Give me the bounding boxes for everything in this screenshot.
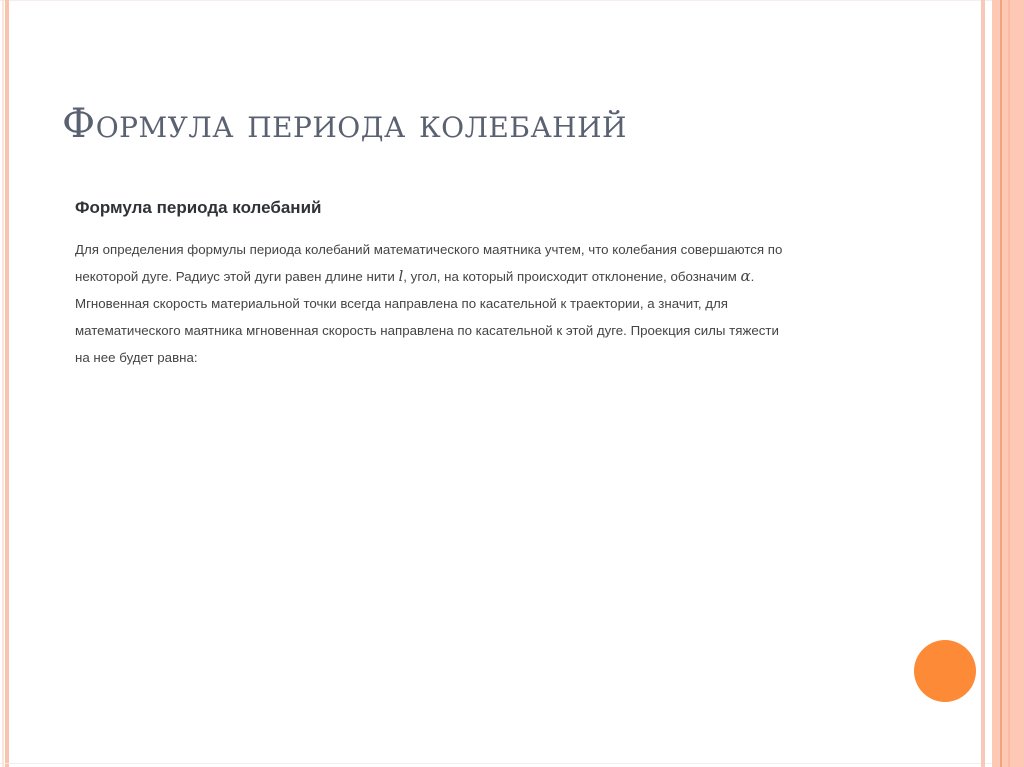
text-segment: . — [750, 269, 755, 284]
paragraph-line: Для определения формулы периода колебаний математического маятника учтем, что колебания совершаются по — [75, 242, 783, 257]
paragraph-line — [75, 263, 905, 290]
top-border — [0, 0, 1024, 1]
article-heading: Формула периода колебаний — [75, 198, 322, 217]
left-decor-bar — [5, 0, 9, 767]
text-segment: некоторой дуге. Радиус этой дуги равен длине нити — [75, 269, 399, 284]
embedded-article — [75, 198, 905, 371]
right-decor-stripe — [981, 0, 985, 767]
left-decor-faint-bar — [2, 0, 4, 767]
bottom-border — [0, 763, 1024, 764]
math-symbol-l: l — [398, 267, 404, 285]
paragraph-line: на нее будет равна: — [75, 350, 198, 365]
paragraph-line: Мгновенная скорость материальной точки всегда направлена по касательной к траектории, а значит, для — [75, 296, 728, 311]
article-paragraph — [75, 236, 905, 371]
right-decor-stripe — [1008, 0, 1010, 767]
slide-title: Формула периода колебаний — [62, 101, 627, 147]
paragraph-line: математического маятника мгновенная скорость направлена по касательной к этой дуге. Проекция силы тяжести — [75, 323, 779, 338]
math-symbol-alpha: α — [740, 267, 751, 285]
text-segment: , угол, на который происходит отклонение, обозначим — [403, 269, 741, 284]
orange-circle-decoration — [914, 640, 976, 702]
right-decor-dark-stripe — [1000, 0, 1002, 767]
